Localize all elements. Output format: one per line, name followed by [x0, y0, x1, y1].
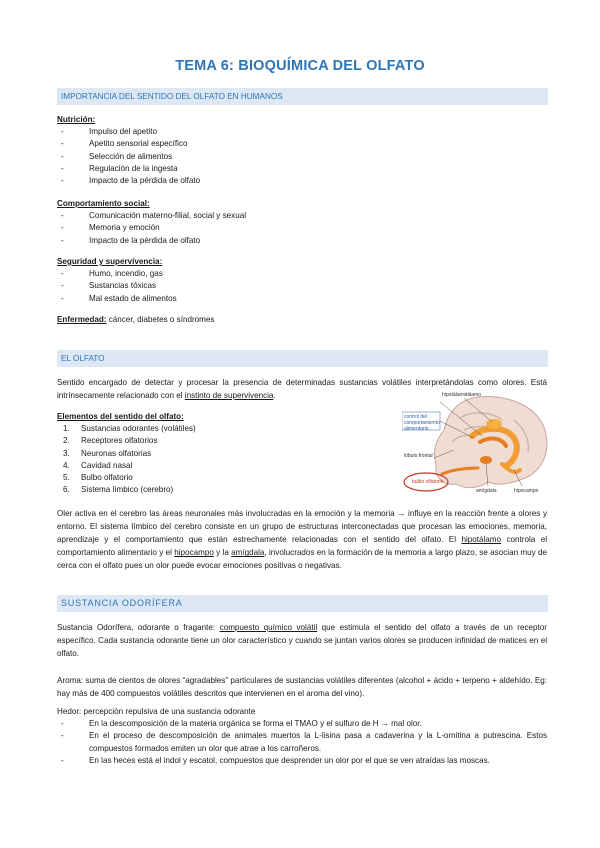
hedor-label: Hedor: percepción repulsiva de una sustancia odorante — [57, 707, 256, 716]
olfato-paragraph — [57, 507, 547, 572]
social-label: Comportamiento social: — [57, 199, 150, 208]
list-item: - En las heces está el indol y escatol, compuestos que desprender un olor por el que se ven atraídas las moscas. — [57, 755, 547, 767]
enfermedad-text: cáncer, diabetes o síndromes — [106, 315, 215, 324]
list-item: - Selección de alimentos — [57, 151, 200, 163]
list-item: - Impulso del apetito — [57, 126, 200, 138]
item-text: Sistema límbico (cerebro) — [81, 485, 174, 495]
brain-outline — [434, 397, 546, 488]
list-item — [57, 484, 196, 496]
list-item: - Comunicación materno-filial, social y sexual — [57, 210, 246, 222]
section-heading-sustancia: SUSTANCIA ODORÍFERA — [57, 595, 548, 612]
list-item — [57, 435, 196, 447]
label-control: control del comportamiento alimentario — [404, 414, 440, 432]
item-number: 4. — [63, 460, 70, 470]
intro-text: Sentido encargado de detectar y procesar la presencia de determinadas sustancias volátiles interpretándolas como olores. Está intrínsecamente relacionado con el — [57, 378, 547, 401]
para-text: , involucrados en la formación de la memoria a largo plazo, se asocian muy de cerca con el olfato pues un olor puede evocar emociones positivas o negativas. — [57, 548, 547, 571]
intro-end: . — [273, 391, 276, 401]
elementos-label: Elementos del sentido del olfato: — [57, 412, 184, 421]
item-text: Receptores olfatorios — [81, 436, 158, 446]
nutricion-label: Nutrición: — [57, 115, 96, 124]
aroma-paragraph: Aroma: suma de cientos de olores “agradables” particulares de sustancias volátiles diferentes (alcohol + ácido + terpeno + aldehído. Eg: hay más de 400 compuestos volátiles descritos que intervienen en el aroma del vino). — [57, 676, 547, 699]
item-number: 2. — [63, 436, 70, 446]
para-text: y la — [213, 548, 232, 558]
list-item: - En la descomposición de la materia orgánica se forma el TMAO y el sulfuro de H → mal olor. — [57, 718, 547, 730]
list-item: - Apetito sensorial específico — [57, 138, 200, 150]
list-item: - Memoria y emoción — [57, 222, 246, 234]
section-heading-importancia: IMPORTANCIA DEL SENTIDO DEL OLFATO EN HUMANOS — [57, 88, 548, 105]
seguridad-list — [57, 268, 177, 305]
list-item — [57, 423, 196, 435]
seguridad-label: Seguridad y supervivencia: — [57, 257, 163, 266]
item-text: Cavidad nasal — [81, 460, 133, 470]
page-title: TEMA 6: BIOQUÍMICA DEL OLFATO — [175, 58, 425, 74]
para-text: Sustancia Odorífera, odorante o fragante: — [57, 623, 220, 632]
list-item: - Impacto de la pérdida de olfato — [57, 235, 246, 247]
amigdala-region — [480, 456, 492, 464]
compuesto-term: compuesto químico volátil — [219, 623, 318, 632]
item-text: Sustancias odorantes (volátiles) — [81, 424, 196, 433]
list-item: - Sustancias tóxicas — [57, 280, 177, 292]
label-hipocampo: hipocampo — [514, 488, 539, 494]
item-number: 6. — [63, 485, 70, 495]
hipocampo-term: hipocampo — [174, 548, 214, 558]
talamo-region — [486, 419, 502, 429]
list-item — [57, 448, 196, 460]
limbic-system-figure — [402, 390, 550, 500]
list-item: - Regulación de la ingesta — [57, 163, 200, 175]
sustancia-paragraph — [57, 621, 547, 660]
list-item — [57, 460, 196, 472]
nutricion-list — [57, 126, 200, 187]
label-lobulo: lóbulo frontal — [404, 453, 433, 459]
label-bulbo: bulbo olfatorio — [412, 479, 444, 485]
section-heading-olfato: EL OLFATO — [57, 350, 548, 367]
enfermedad-line — [57, 314, 214, 326]
item-text: Neuronas olfatorias — [81, 448, 152, 458]
item-number: 5. — [63, 473, 70, 483]
hedor-list — [57, 718, 547, 767]
label-hipotalamo: hipotálamo — [442, 392, 467, 398]
para-text: controla el comportamiento alimentario y el — [57, 535, 547, 558]
item-number: 3. — [63, 448, 70, 458]
item-number: 1. — [63, 424, 70, 433]
list-item: - Impacto de la pérdida de olfato — [57, 175, 200, 187]
label-amigdala: amígdala — [476, 488, 497, 494]
instinto-link: instinto de supervivencia — [184, 391, 274, 401]
enfermedad-label: Enfermedad: — [57, 315, 107, 324]
para-text: que estimula el sentido del olfato a través de un receptor específico. Cada sustancia odorante tiene un olor característico y cuando se juntan varios olores se producen infinidad de matices en el olfato. — [57, 623, 547, 659]
social-list — [57, 210, 246, 247]
item-text: Bulbo olfatorio — [81, 473, 133, 483]
list-item: - Humo, incendio, gas — [57, 268, 177, 280]
list-item — [57, 472, 196, 484]
list-item: - Mal estado de alimentos — [57, 293, 177, 305]
para-text: Oler activa en el cerebro las áreas neuronales más involucradas en la emoción y la memoria → influye en la reacción frente a olores y entorno. El sistema límbico del cerebro consiste en un grupo de estructuras interconectadas que procesan las emociones, memoria, aprendizaje y el comportamiento que están estrechamente relacionadas con el sentido del olfato. El — [57, 509, 547, 545]
label-talamo: tálamo — [466, 392, 482, 398]
list-item: - En el proceso de descomposición de animales muertos la L-lisina pasa a cadaverina y la L-ornitina a putrescina. Estos compuestos formados emiten un olor que atrae a los carroñeros. — [57, 730, 547, 755]
hipotalamo-term: hipotálamo — [461, 535, 502, 545]
amigdala-term: amígdala — [231, 548, 265, 558]
elementos-list — [57, 423, 196, 497]
